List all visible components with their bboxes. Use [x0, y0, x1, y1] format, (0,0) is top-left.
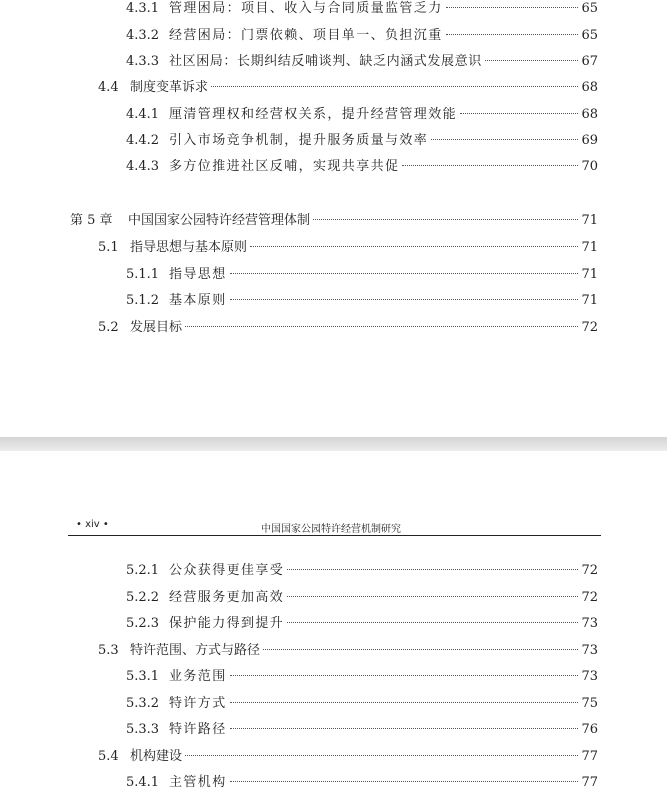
- dot-leader: [402, 165, 578, 166]
- toc-entry-number: 4.3.1: [126, 1, 160, 16]
- toc-entry-page: 68: [581, 107, 598, 122]
- toc-entry[interactable]: [126, 26, 598, 46]
- toc-entry-number: 4.4.1: [126, 107, 160, 122]
- document-page-2: [0, 451, 667, 797]
- toc-entry-page: 75: [581, 696, 598, 711]
- toc-entry-number: 4.3.2: [126, 28, 160, 43]
- toc-entry-title: 经营服务更加高效: [169, 590, 285, 605]
- toc-entry[interactable]: [126, 561, 598, 581]
- toc-entry-page: 67: [581, 54, 598, 69]
- toc-entry[interactable]: [126, 265, 598, 285]
- toc-entry-page: 68: [581, 80, 598, 95]
- toc-entry[interactable]: [98, 318, 598, 338]
- dot-leader: [230, 299, 579, 300]
- toc-entry-page: 71: [581, 293, 598, 308]
- toc-entry-title: 指导思想与基本原则: [130, 240, 248, 255]
- toc-entry-title: 主管机构: [169, 775, 227, 790]
- toc-entry[interactable]: [126, 52, 598, 72]
- toc-entry-page: 77: [581, 749, 598, 764]
- toc-entry-number: 第 5 章: [70, 213, 113, 228]
- toc-entry-title: 社区困局：长期纠结反哺谈判、缺乏内涵式发展意识: [169, 54, 482, 69]
- toc-entry-number: 5.2: [98, 320, 119, 335]
- toc-entry-title: 机构建设: [130, 749, 183, 764]
- toc-entry-title: 保护能力得到提升: [169, 616, 285, 631]
- toc-entry-number: 4.4.2: [126, 133, 160, 148]
- toc-entry-page: 71: [581, 213, 598, 228]
- toc-entry[interactable]: [126, 773, 598, 793]
- toc-entry-page: 73: [581, 616, 598, 631]
- toc-entry-page: 76: [581, 722, 598, 737]
- toc-entry-number: 5.1.2: [126, 293, 160, 308]
- toc-entry-number: 5.4.1: [126, 775, 160, 790]
- toc-entry-title: 多方位推进社区反哺，实现共享共促: [169, 159, 400, 174]
- dot-leader: [211, 86, 578, 87]
- toc-entry-title: 特许方式: [169, 696, 227, 711]
- toc-entry-title: 业务范围: [169, 669, 227, 684]
- toc-entry-number: 5.1: [98, 240, 119, 255]
- toc-entry-page: 65: [581, 1, 598, 16]
- toc-entry-title: 指导思想: [169, 267, 227, 282]
- toc-entry-title: 中国国家公园特许经营管理体制: [128, 213, 311, 228]
- dot-leader: [185, 326, 578, 327]
- toc-entry-page: 73: [581, 669, 598, 684]
- toc-entry-number: 5.3.3: [126, 722, 160, 737]
- toc-entry[interactable]: [126, 131, 598, 151]
- dot-leader: [431, 139, 578, 140]
- toc-entry-number: 5.1.1: [126, 267, 160, 282]
- page-gap: [0, 437, 667, 451]
- dot-leader: [230, 273, 579, 274]
- toc-entry-number: 5.2.3: [126, 616, 160, 631]
- dot-leader: [446, 34, 579, 35]
- dot-leader: [230, 728, 579, 729]
- toc-entry-title: 管理困局：项目、收入与合同质量监管乏力: [169, 1, 443, 16]
- toc-entry-page: 72: [581, 563, 598, 578]
- toc-entry[interactable]: [126, 614, 598, 634]
- toc-entry-number: 4.3.3: [126, 54, 160, 69]
- toc-entry-number: 4.4: [98, 80, 119, 95]
- toc-entry-page: 71: [581, 240, 598, 255]
- dot-leader: [230, 675, 579, 676]
- dot-leader: [287, 569, 578, 570]
- toc-entry-number: 5.2.2: [126, 590, 160, 605]
- toc-entry[interactable]: [98, 641, 598, 661]
- toc-entry-page: 73: [581, 643, 598, 658]
- toc-entry[interactable]: [126, 588, 598, 608]
- running-title: 中国国家公园特许经营机制研究: [261, 524, 401, 535]
- toc-entry-title: 经营困局：门票依赖、项目单一、负担沉重: [169, 28, 443, 43]
- toc-entry-number: 4.4.3: [126, 159, 160, 174]
- toc-entry-title: 公众获得更佳享受: [169, 563, 285, 578]
- toc-entry-page: 70: [581, 159, 598, 174]
- toc-entry-number: 5.3.2: [126, 696, 160, 711]
- dot-leader: [287, 596, 578, 597]
- toc-entry[interactable]: [126, 0, 598, 19]
- toc-entry[interactable]: [126, 667, 598, 687]
- toc-entry[interactable]: [98, 78, 598, 98]
- toc-entry[interactable]: [98, 747, 598, 767]
- dot-leader: [263, 649, 578, 650]
- dot-leader: [446, 7, 579, 8]
- toc-entry-number: 5.3.1: [126, 669, 160, 684]
- header-rule: [68, 535, 601, 536]
- toc-entry[interactable]: [126, 291, 598, 311]
- toc-entry-number: 5.3: [98, 643, 119, 658]
- toc-entry-title: 厘清管理权和经营权关系，提升经营管理效能: [169, 107, 458, 122]
- toc-entry-title: 基本原则: [169, 293, 227, 308]
- toc-entry-title: 引入市场竞争机制，提升服务质量与效率: [169, 133, 429, 148]
- toc-entry-page: 65: [581, 28, 598, 43]
- toc-entry-title: 制度变革诉求: [130, 80, 209, 95]
- toc-entry-number: 5.4: [98, 749, 119, 764]
- toc-entry[interactable]: [98, 238, 598, 258]
- dot-leader: [460, 113, 578, 114]
- toc-entry-page: 72: [581, 590, 598, 605]
- dot-leader: [485, 60, 579, 61]
- toc-entry[interactable]: [126, 720, 598, 740]
- toc-entry-title: 发展目标: [130, 320, 183, 335]
- toc-entry[interactable]: [126, 157, 598, 177]
- dot-leader: [287, 622, 578, 623]
- toc-entry-number: 5.2.1: [126, 563, 160, 578]
- dot-leader: [230, 702, 579, 703]
- toc-entry-page: 72: [581, 320, 598, 335]
- toc-entry-page: 69: [581, 133, 598, 148]
- toc-entry-page: 71: [581, 267, 598, 282]
- toc-chapter-entry[interactable]: [70, 211, 598, 231]
- dot-leader: [185, 755, 578, 756]
- page-number-label: • xiv •: [76, 519, 109, 530]
- toc-entry-title: 特许范围、方式与路径: [130, 643, 261, 658]
- dot-leader: [250, 246, 578, 247]
- toc-entry-page: 77: [581, 775, 598, 790]
- toc-entry-title: 特许路径: [169, 722, 227, 737]
- dot-leader: [230, 781, 579, 782]
- toc-entry[interactable]: [126, 694, 598, 714]
- dot-leader: [313, 219, 578, 220]
- toc-entry[interactable]: [126, 105, 598, 125]
